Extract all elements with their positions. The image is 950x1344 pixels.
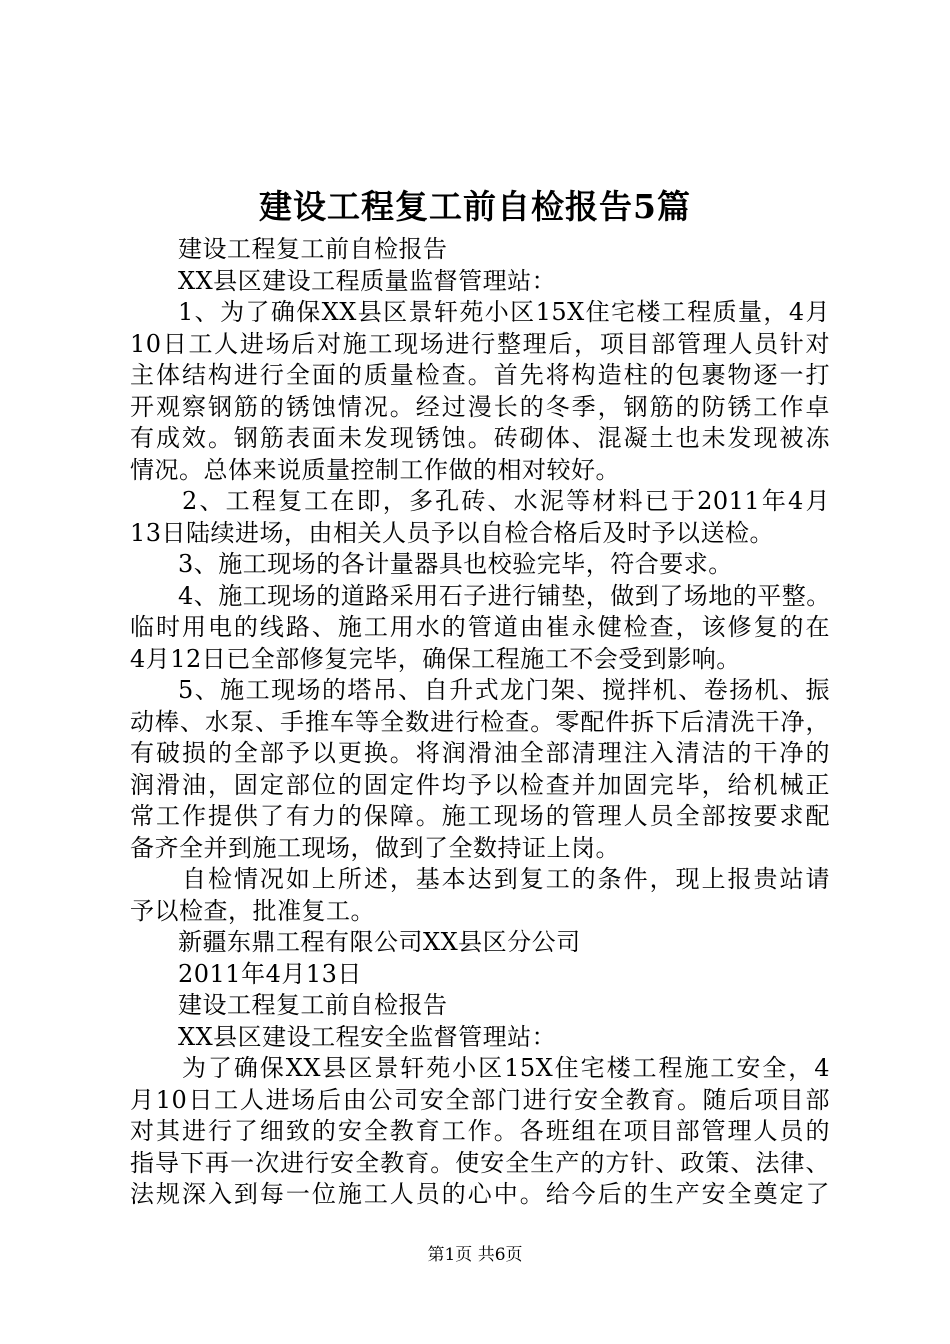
document-body [130, 234, 830, 1211]
body-line: 临时用电的线路、施工用水的管道由崔永健检查，该修复的在 [130, 613, 830, 641]
body-line: 建设工程复工前自检报告 [178, 235, 448, 263]
body-line: 2、工程复工在即，多孔砖、水泥等材料已于2011年4月 [182, 487, 830, 515]
body-line: 有破损的全部予以更换。将润滑油全部清理注入清洁的干净的 [130, 739, 830, 767]
body-line: 动棒、水泵、手推车等全数进行检查。零配件拆下后清洗干净， [130, 707, 830, 736]
body-line: 指导下再一次进行安全教育。使安全生产的方针、政策、法律、 [130, 1148, 830, 1177]
body-line: 对其进行了细致的安全教育工作。各班组在项目部管理人员的 [130, 1117, 830, 1145]
body-line: 建设工程复工前自检报告 [178, 991, 448, 1019]
body-line: 新疆东鼎工程有限公司XX县区分公司 [178, 928, 581, 956]
body-line: 为了确保XX县区景轩苑小区15X住宅楼工程施工安全，4 [182, 1054, 830, 1082]
body-line: 情况。总体来说质量控制工作做的相对较好。 [130, 455, 620, 484]
body-line: 常工作提供了有力的保障。施工现场的管理人员全部按要求配 [130, 802, 830, 830]
body-line: 润滑油，固定部位的固定件均予以检查并加固完毕，给机械正 [130, 770, 830, 799]
body-line: 开观察钢筋的锈蚀情况。经过漫长的冬季，钢筋的防锈工作卓 [130, 392, 830, 421]
body-line: 2011年4月13日 [178, 959, 362, 988]
body-line: 5、施工现场的塔吊、自升式龙门架、搅拌机、卷扬机、振 [178, 676, 830, 704]
body-line: 备齐全并到施工现场，做到了全数持证上岗。 [130, 833, 620, 862]
body-line: 自检情况如上所述，基本达到复工的条件，现上报贵站请 [182, 865, 830, 893]
document-title: 建设工程复工前自检报告5篇 [259, 187, 691, 226]
body-line: 13日陆续进场，由相关人员予以自检合格后及时予以送检。 [130, 518, 775, 547]
body-line: 4月12日已全部修复完毕，确保工程施工不会受到影响。 [130, 644, 741, 673]
body-line: 有成效。钢筋表面未发现锈蚀。砖砌体、混凝土也未发现被冻 [130, 424, 830, 452]
body-line: 1、为了确保XX县区景轩苑小区15X住宅楼工程质量，4月 [178, 298, 830, 326]
body-line: 予以检查，批准复工。 [130, 896, 375, 925]
body-line: 4、施工现场的道路采用石子进行铺垫，做到了场地的平整。 [178, 581, 831, 610]
body-line: 3、施工现场的各计量器具也校验完毕，符合要求。 [178, 550, 733, 578]
body-line: XX县区建设工程安全监督管理站： [178, 1022, 557, 1051]
body-line: 10日工人进场后对施工现场进行整理后，项目部管理人员针对 [130, 329, 830, 358]
body-line: XX县区建设工程质量监督管理站： [178, 266, 557, 295]
page-footer: 第1页 共6页 [427, 1245, 523, 1265]
body-line: 法规深入到每一位施工人员的心中。给今后的生产安全奠定了 [130, 1180, 830, 1208]
body-line: 月10日工人进场后由公司安全部门进行安全教育。随后项目部 [130, 1085, 830, 1114]
body-line: 主体结构进行全面的质量检查。首先将构造柱的包裹物逐一打 [130, 361, 830, 389]
